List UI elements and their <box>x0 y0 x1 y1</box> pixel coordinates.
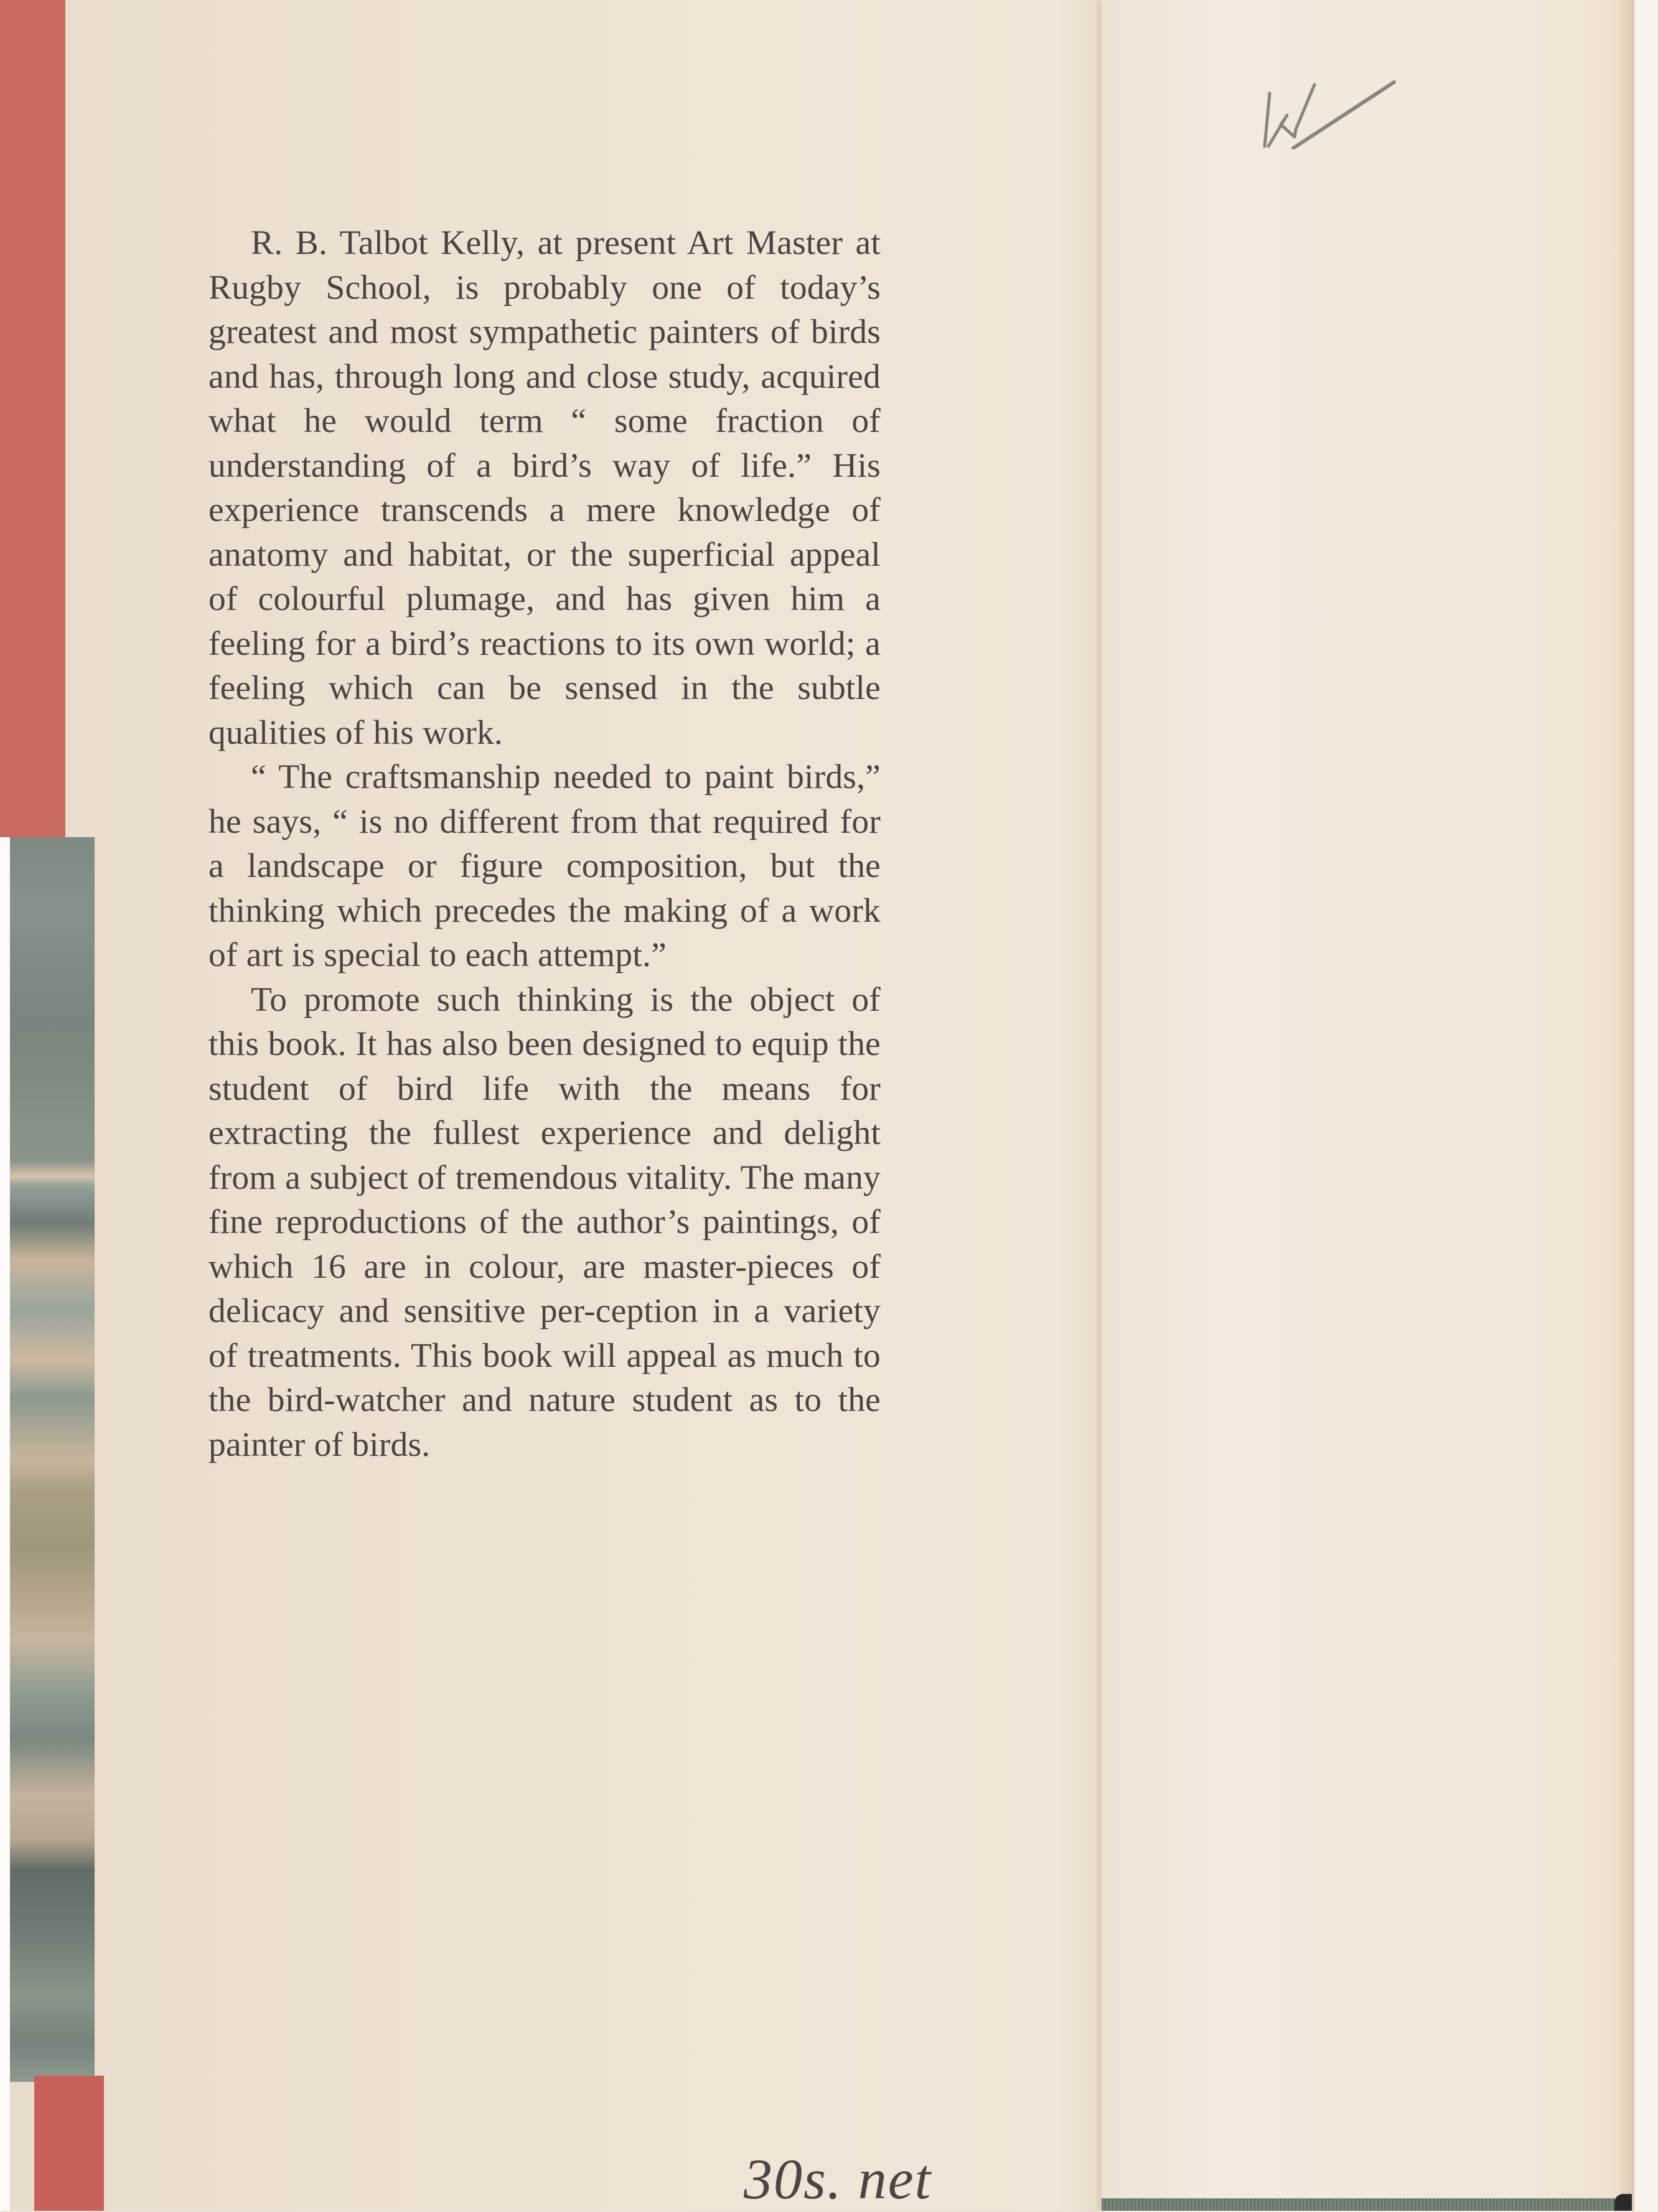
cloth-binding-edge <box>1102 2198 1624 2211</box>
cover-red-band-bottom <box>34 2076 104 2211</box>
flap-edge <box>1097 0 1099 2211</box>
blurb-text <box>208 221 881 1467</box>
blurb-paragraph-3: To promote such thinking is the object of this book. It has also been designed to equip the student of bird life with the means for extracting the fullest experience and delight from a subject of tremendous vitality. The many fine reproductions of the author’s paintings, of which 16 are in colour, are master-pieces of delicacy and sensitive per-ception in a variety of treatments. This book will appeal as much to the bird-watcher and nature student as to the painter of birds. <box>208 980 881 1464</box>
binding-corner <box>1614 2194 1632 2211</box>
endpaper-page <box>1095 0 1658 2211</box>
page-edge <box>1634 0 1658 2211</box>
endpaper-shadow-edge <box>1621 0 1634 2211</box>
jacket-cover-art-strip <box>0 0 100 2211</box>
cover-red-band-top <box>0 0 65 837</box>
background-margin <box>0 837 10 2211</box>
pencil-annotation-icon <box>1251 56 1413 149</box>
price-label: 30s. net <box>744 2147 932 2211</box>
cover-painting-detail <box>7 837 95 2082</box>
blurb-paragraph-2: “ The craftsmanship needed to paint birds,” he says, “ is no different from that required for a landscape or figure composition, but the thinking which precedes the making of a work of art is special to each attempt.” <box>208 758 881 974</box>
blurb-paragraph-1: R. B. Talbot Kelly, at present Art Master at Rugby School, is probably one of today’s greatest and most sympathetic painters of birds and has, through long and close study, acquired what he would term “ some fraction of understanding of a bird’s way of life.” His experience transcends a mere knowledge of anatomy and habitat, or the superficial appeal of colourful plumage, and has given him a feeling for a bird’s reactions to its own world; a feeling which can be sensed in the subtle qualities of his work. <box>208 224 881 752</box>
